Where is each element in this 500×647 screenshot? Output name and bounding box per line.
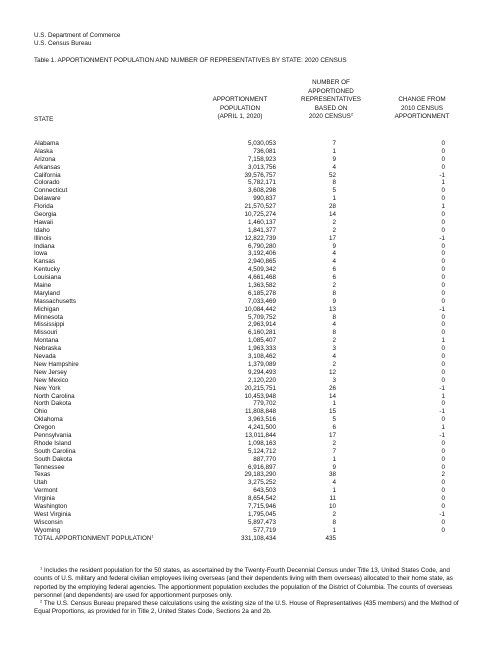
change-from-2010: 0	[441, 416, 445, 424]
state-name: North Carolina	[34, 392, 75, 400]
representatives-count: 2	[332, 510, 336, 518]
state-name: Connecticut	[34, 187, 68, 195]
apportionment-population: 7,715,946	[247, 502, 276, 510]
change-from-2010: 0	[441, 250, 445, 258]
apportionment-population: 1,841,377	[247, 226, 276, 234]
table-row	[0, 432, 500, 440]
change-from-2010: 0	[441, 226, 445, 234]
state-name: Iowa	[34, 250, 48, 258]
apportionment-population: 643,503	[253, 487, 276, 495]
state-name: Vermont	[34, 487, 58, 495]
state-name: Nevada	[34, 353, 56, 361]
change-from-2010: -1	[439, 234, 445, 242]
representatives-count: 8	[332, 313, 336, 321]
apportionment-population: 3,013,756	[247, 163, 276, 171]
state-name: New Jersey	[34, 368, 67, 376]
change-from-2010: 0	[441, 455, 445, 463]
table-row	[0, 314, 500, 322]
table-row	[0, 227, 500, 235]
table-row	[0, 258, 500, 266]
table-row	[0, 527, 500, 535]
state-name: New Mexico	[34, 376, 69, 384]
representatives-count: 2	[332, 282, 336, 290]
table-row	[0, 400, 500, 408]
state-name: North Dakota	[34, 400, 72, 408]
apportionment-population: 21,570,527	[244, 203, 276, 211]
change-from-2010: 0	[441, 447, 445, 455]
table-row	[0, 416, 500, 424]
table-row	[0, 479, 500, 487]
representatives-count: 38	[328, 471, 336, 479]
column-header-change	[384, 96, 460, 122]
representatives-count: 4	[332, 479, 336, 487]
table-row	[0, 329, 500, 337]
state-name: Florida	[34, 203, 54, 211]
apportionment-population: 1,085,407	[247, 337, 276, 345]
apportionment-population: 5,782,171	[247, 179, 276, 187]
apportionment-population: 6,790,280	[247, 242, 276, 250]
representatives-count: 3	[332, 345, 336, 353]
column-header-population-line: (APRIL 1, 2020)	[217, 113, 263, 121]
state-name: Maine	[34, 282, 52, 290]
representatives-count: 9	[332, 463, 336, 471]
total-population: 331,108,434	[240, 534, 276, 542]
apportionment-population: 10,084,442	[244, 305, 276, 313]
change-from-2010: 0	[441, 368, 445, 376]
state-name: Nebraska	[34, 345, 61, 353]
state-name: Maryland	[34, 289, 60, 297]
change-from-2010: 0	[441, 289, 445, 297]
representatives-count: 1	[332, 400, 336, 408]
change-from-2010: 0	[441, 140, 445, 147]
column-header-representatives-line: NUMBER OF	[312, 79, 350, 86]
state-name: New Hampshire	[34, 360, 79, 368]
representatives-count: 13	[328, 305, 336, 313]
table-row	[0, 266, 500, 274]
state-name: Pennsylvania	[34, 431, 72, 439]
table-row	[0, 156, 500, 164]
apportionment-population: 4,509,342	[247, 266, 276, 274]
table-row	[0, 424, 500, 432]
representatives-count: 28	[328, 203, 336, 211]
apportionment-population: 5,124,712	[247, 447, 276, 455]
state-name: Washington	[34, 502, 68, 510]
representatives-count: 6	[332, 266, 336, 274]
state-name: Idaho	[34, 226, 50, 234]
apportionment-population: 4,241,500	[247, 424, 276, 432]
table-body	[0, 140, 500, 542]
representatives-count: 12	[328, 368, 336, 376]
table-row	[0, 495, 500, 503]
footnote-text: The U.S. Census Bureau prepared these calculations using the existing size of the U.S. House of Representatives (435 members) and the Method of Equal Proportions, as provided for in Title 2, United States Code, Sections 2a and 2b.	[34, 600, 459, 616]
representatives-count: 4	[332, 250, 336, 258]
apportionment-population: 8,654,542	[247, 495, 276, 503]
representatives-count: 3	[332, 376, 336, 384]
footnote	[34, 567, 466, 600]
representatives-count: 4	[332, 163, 336, 171]
representatives-count: 4	[332, 353, 336, 361]
change-from-2010: 0	[441, 211, 445, 219]
table-row	[0, 219, 500, 227]
state-name: West Virginia	[34, 510, 71, 518]
representatives-count: 1	[332, 526, 336, 534]
apportionment-population: 3,608,298	[247, 187, 276, 195]
representatives-count: 1	[332, 487, 336, 495]
apportionment-population: 1,460,137	[247, 218, 276, 226]
representatives-count: 2	[332, 218, 336, 226]
apportionment-population: 3,275,252	[247, 479, 276, 487]
representatives-count: 2	[332, 337, 336, 345]
change-from-2010: 1	[441, 203, 445, 211]
change-from-2010: 0	[441, 242, 445, 250]
representatives-count: 14	[328, 211, 336, 219]
table-row	[0, 187, 500, 195]
change-from-2010: 0	[441, 376, 445, 384]
change-from-2010: 0	[441, 360, 445, 368]
change-from-2010: 2	[441, 471, 445, 479]
table-row	[0, 503, 500, 511]
representatives-count: 2	[332, 226, 336, 234]
representatives-count: 14	[328, 392, 336, 400]
apportionment-population: 779,702	[253, 400, 276, 408]
column-header-state: STATE	[34, 116, 54, 123]
state-name: Ohio	[34, 408, 48, 416]
table-row	[0, 235, 500, 243]
apportionment-population: 3,192,406	[247, 250, 276, 258]
change-from-2010: 0	[441, 329, 445, 337]
representatives-count: 5	[332, 416, 336, 424]
column-header-change-line: CHANGE FROM	[398, 96, 446, 103]
column-header-population-line: POPULATION	[219, 104, 261, 112]
table-row	[0, 250, 500, 258]
state-name: Utah	[34, 479, 48, 487]
state-name: Rhode Island	[34, 439, 72, 447]
representatives-count: 9	[332, 242, 336, 250]
change-from-2010: 0	[441, 353, 445, 361]
table-title: Table 1. APPORTIONMENT POPULATION AND NUMBER OF REPRESENTATIVES BY STATE: 2020 CENSUS	[34, 57, 347, 64]
representatives-count: 1	[332, 147, 336, 155]
table-row	[0, 203, 500, 211]
table-row	[0, 140, 500, 148]
table-row	[0, 385, 500, 393]
apportionment-population: 577,719	[253, 526, 276, 534]
apportionment-population: 7,033,469	[247, 297, 276, 305]
representatives-count: 1	[332, 455, 336, 463]
apportionment-population: 5,897,473	[247, 518, 276, 526]
representatives-count: 6	[332, 424, 336, 432]
apportionment-population: 1,795,045	[247, 510, 276, 518]
change-from-2010: 1	[441, 392, 445, 400]
apportionment-population: 6,185,278	[247, 289, 276, 297]
change-from-2010: 0	[441, 282, 445, 290]
apportionment-population: 39,576,757	[244, 171, 276, 179]
change-from-2010: 0	[441, 195, 445, 203]
apportionment-population: 2,120,220	[247, 376, 276, 384]
apportionment-population: 2,940,865	[247, 258, 276, 266]
state-name: New York	[34, 384, 61, 392]
column-header-representatives-line: REPRESENTATIVES	[301, 96, 361, 104]
table-row	[0, 274, 500, 282]
state-name: Colorado	[34, 179, 60, 187]
representatives-count: 11	[329, 495, 336, 503]
table-row	[0, 290, 500, 298]
apportionment-population: 1,963,333	[247, 345, 276, 353]
column-header-change-line: 2010 CENSUS	[401, 104, 443, 112]
apportionment-population: 3,963,516	[247, 416, 276, 424]
representatives-count: 8	[332, 289, 336, 297]
apportionment-population: 13,011,844	[244, 431, 276, 439]
change-from-2010: 0	[441, 345, 445, 353]
column-header-representatives-line	[288, 113, 374, 122]
change-from-2010: 0	[441, 258, 445, 266]
representatives-count: 17	[328, 234, 336, 242]
state-name: Wyoming	[34, 526, 61, 534]
table-row	[0, 440, 500, 448]
table-row	[0, 179, 500, 187]
apportionment-population: 2,963,914	[247, 321, 276, 329]
table-row	[0, 195, 500, 203]
state-name: Hawaii	[34, 218, 53, 226]
representatives-count: 2	[332, 439, 336, 447]
state-name: Indiana	[34, 242, 55, 250]
table-row	[0, 282, 500, 290]
state-name: Arkansas	[34, 163, 61, 171]
apportionment-population: 10,725,274	[244, 211, 276, 219]
change-from-2010: 1	[441, 179, 445, 187]
change-from-2010: 0	[441, 147, 445, 155]
table-row	[0, 408, 500, 416]
change-from-2010: 0	[441, 163, 445, 171]
apportionment-population: 4,661,468	[247, 274, 276, 282]
footnote-marker: 1	[40, 565, 43, 571]
state-name: Minnesota	[34, 313, 64, 321]
representatives-count: 9	[332, 297, 336, 305]
state-name: Massachusetts	[34, 297, 76, 305]
change-from-2010: -1	[439, 408, 445, 416]
apportionment-population: 3,108,462	[247, 353, 276, 361]
change-from-2010: 0	[441, 155, 445, 163]
table-row	[0, 361, 500, 369]
change-from-2010: 0	[441, 495, 445, 503]
table-row	[0, 337, 500, 345]
table-row	[0, 487, 500, 495]
state-name: Oklahoma	[34, 416, 63, 424]
representatives-count: 2	[332, 360, 336, 368]
apportionment-population: 20,215,751	[244, 384, 276, 392]
total-row	[0, 535, 500, 543]
representatives-count: 6	[332, 274, 336, 282]
change-from-2010: 0	[441, 518, 445, 526]
representatives-count: 4	[332, 321, 336, 329]
table-row	[0, 298, 500, 306]
apportionment-population: 1,363,582	[247, 282, 276, 290]
change-from-2010: 0	[441, 439, 445, 447]
table-row	[0, 148, 500, 156]
apportionment-population: 5,709,752	[247, 313, 276, 321]
apportionment-population: 6,916,897	[247, 463, 276, 471]
state-name: Missouri	[34, 329, 58, 337]
state-name: Wisconsin	[34, 518, 63, 526]
state-name: Alaska	[34, 147, 53, 155]
total-label-text: TOTAL APPORTIONMENT POPULATION	[34, 534, 152, 542]
change-from-2010: 0	[441, 297, 445, 305]
department-name: U.S. Department of Commerce	[34, 32, 121, 39]
representatives-count: 1	[332, 195, 336, 203]
footnote-text: Includes the resident population for the 50 states, as ascertained by the Twenty-Fourth Decennial Census under Title 13, United States Code, and counts of U.S. military and federal civilian employees living overseas (and their dependents living with them overseas) allocated to their home state, as reported by the employing federal agencies. The apportionment population excludes the population of the District of Columbia. The counts of overseas personnel (and dependents) are used for apportionment purposes only.	[34, 567, 453, 599]
table-row	[0, 172, 500, 180]
state-name: Illinois	[34, 234, 52, 242]
table-row	[0, 511, 500, 519]
state-name: Michigan	[34, 305, 60, 313]
representatives-count: 8	[332, 329, 336, 337]
apportionment-population: 990,837	[253, 195, 276, 203]
apportionment-population: 10,453,948	[244, 392, 276, 400]
state-name: Delaware	[34, 195, 61, 203]
change-from-2010: 0	[441, 526, 445, 534]
change-from-2010: 0	[441, 313, 445, 321]
table-row	[0, 377, 500, 385]
column-header-representatives-text: 2020 CENSUS	[308, 113, 351, 121]
change-from-2010: -1	[439, 431, 445, 439]
change-from-2010: 0	[441, 463, 445, 471]
apportionment-population: 7,158,923	[247, 155, 276, 163]
representatives-count: 10	[328, 502, 336, 510]
table-row	[0, 456, 500, 464]
state-name: Georgia	[34, 211, 57, 219]
state-name: Alabama	[34, 140, 59, 147]
change-from-2010: 0	[441, 400, 445, 408]
footnotes	[34, 567, 466, 617]
representatives-count: 8	[332, 179, 336, 187]
apportionment-population: 29,183,290	[244, 471, 276, 479]
apportionment-population: 6,160,281	[247, 329, 276, 337]
change-from-2010: 0	[441, 266, 445, 274]
footnote-marker: 1	[151, 533, 154, 539]
table-row	[0, 321, 500, 329]
representatives-count: 17	[328, 431, 336, 439]
table-row	[0, 353, 500, 361]
apportionment-population: 12,822,739	[244, 234, 276, 242]
apportionment-population: 887,770	[253, 455, 276, 463]
bureau-name: U.S. Census Bureau	[34, 40, 92, 47]
column-header-population	[192, 96, 288, 122]
apportionment-population: 11,808,848	[244, 408, 276, 416]
state-name: Oregon	[34, 424, 56, 432]
state-name: Kansas	[34, 258, 56, 266]
representatives-count: 7	[332, 447, 336, 455]
apportionment-population: 736,081	[253, 147, 276, 155]
representatives-count: 8	[332, 518, 336, 526]
change-from-2010: 0	[441, 487, 445, 495]
representatives-count: 7	[332, 140, 336, 147]
footnote-marker: 2	[40, 598, 43, 604]
change-from-2010: 0	[441, 321, 445, 329]
state-name: Montana	[34, 337, 59, 345]
apportionment-population: 9,294,493	[247, 368, 276, 376]
state-name: Kentucky	[34, 266, 60, 274]
total-representatives: 435	[325, 534, 336, 542]
change-from-2010: -1	[439, 510, 445, 518]
change-from-2010: 0	[441, 218, 445, 226]
representatives-count: 15	[328, 408, 336, 416]
total-label	[34, 535, 154, 543]
state-name: Texas	[34, 471, 51, 479]
state-name: Mississippi	[34, 321, 65, 329]
representatives-count: 5	[332, 187, 336, 195]
representatives-count: 4	[332, 258, 336, 266]
table-row	[0, 211, 500, 219]
footnote	[34, 600, 466, 617]
representatives-count: 52	[328, 171, 336, 179]
footnote-marker: 2	[350, 111, 354, 117]
table-row	[0, 519, 500, 527]
table-row	[0, 164, 500, 172]
change-from-2010: 0	[441, 274, 445, 282]
change-from-2010: -1	[439, 384, 445, 392]
representatives-count: 9	[332, 155, 336, 163]
table-row	[0, 369, 500, 377]
column-header-population-line: APPORTIONMENT	[212, 96, 268, 103]
state-name: South Carolina	[34, 447, 76, 455]
apportionment-population: 5,030,053	[247, 140, 276, 147]
table-row	[0, 243, 500, 251]
column-header-representatives-line: APPORTIONED	[308, 87, 354, 95]
state-name: South Dakota	[34, 455, 73, 463]
state-name: Tennessee	[34, 463, 65, 471]
change-from-2010: -1	[439, 171, 445, 179]
table-row	[0, 345, 500, 353]
state-name: Arizona	[34, 155, 56, 163]
apportionment-population: 1,098,163	[247, 439, 276, 447]
apportionment-population: 1,379,089	[247, 360, 276, 368]
table-row	[0, 448, 500, 456]
state-name: Louisiana	[34, 274, 61, 282]
change-from-2010: 0	[441, 479, 445, 487]
column-header-representatives-line: BASED ON	[314, 104, 348, 112]
change-from-2010: 1	[441, 337, 445, 345]
table-row	[0, 393, 500, 401]
representatives-count: 26	[328, 384, 336, 392]
state-name: California	[34, 171, 61, 179]
table-row	[0, 306, 500, 314]
column-header-change-line: APPORTIONMENT	[394, 113, 450, 121]
change-from-2010: 1	[441, 424, 445, 432]
table-row	[0, 471, 500, 479]
table-row	[0, 464, 500, 472]
state-name: Virginia	[34, 495, 55, 503]
column-header-representatives	[288, 79, 374, 122]
change-from-2010: 0	[441, 502, 445, 510]
change-from-2010: -1	[439, 305, 445, 313]
change-from-2010: 0	[441, 187, 445, 195]
